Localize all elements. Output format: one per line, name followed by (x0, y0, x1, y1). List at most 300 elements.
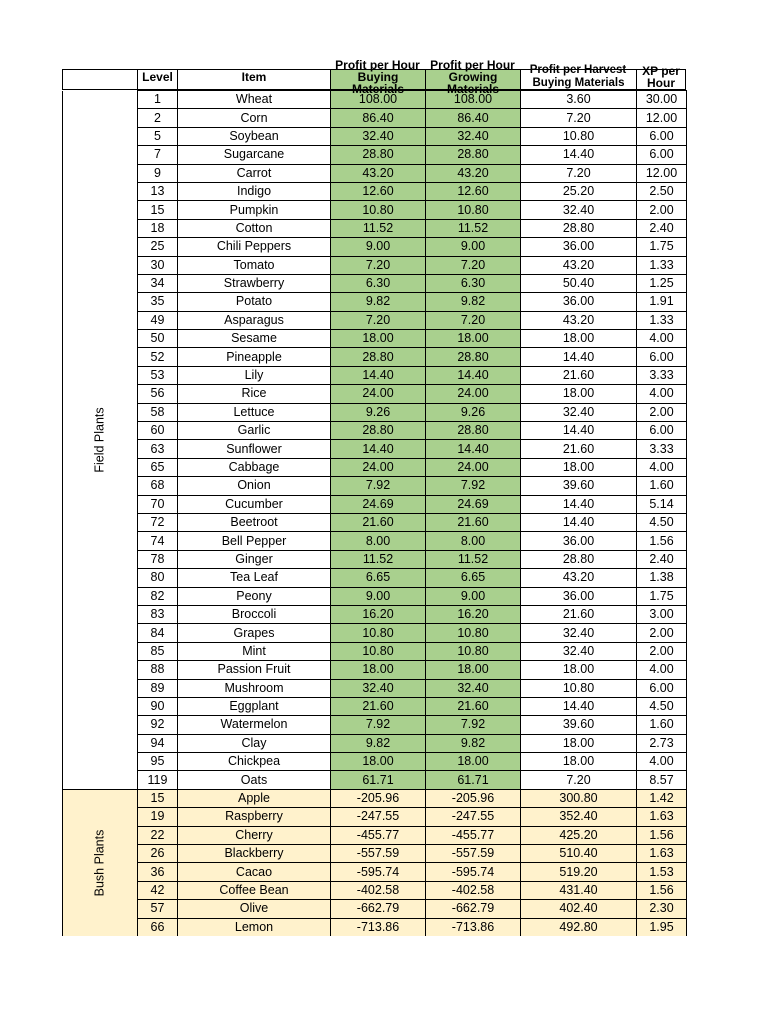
profit-buy-cell[interactable]: 86.40 (331, 109, 426, 127)
item-cell[interactable]: Cabbage (178, 458, 331, 476)
profit-buy-cell[interactable]: 61.71 (331, 771, 426, 789)
harvest-cell[interactable]: 43.20 (521, 256, 637, 274)
table-row (63, 458, 687, 476)
harvest-cell[interactable]: 7.20 (521, 109, 637, 127)
xp-cell[interactable]: 1.25 (637, 274, 687, 292)
level-cell[interactable]: 90 (138, 697, 178, 715)
harvest-cell[interactable]: 43.20 (521, 569, 637, 587)
table-row (63, 661, 687, 679)
xp-cell[interactable]: 4.50 (637, 697, 687, 715)
profit-grow-cell[interactable]: 18.00 (426, 330, 521, 348)
harvest-cell[interactable]: 14.40 (521, 495, 637, 513)
xp-cell[interactable]: 1.95 (637, 918, 687, 936)
profit-buy-cell[interactable]: 24.00 (331, 385, 426, 403)
level-cell[interactable]: 74 (138, 532, 178, 550)
xp-cell[interactable]: 4.50 (637, 513, 687, 531)
xp-cell[interactable]: 4.00 (637, 330, 687, 348)
item-cell[interactable]: Passion Fruit (178, 661, 331, 679)
level-cell[interactable]: 94 (138, 734, 178, 752)
header-harvest[interactable]: Buying Materials (520, 69, 636, 90)
item-cell[interactable]: Blackberry (178, 845, 331, 863)
item-cell[interactable]: Mushroom (178, 679, 331, 697)
harvest-cell[interactable]: 14.40 (521, 513, 637, 531)
profit-grow-cell[interactable]: 24.69 (426, 495, 521, 513)
level-cell[interactable]: 60 (138, 422, 178, 440)
group-label-cell[interactable] (63, 789, 138, 936)
profit-grow-cell[interactable]: 7.20 (426, 311, 521, 329)
level-cell[interactable]: 119 (138, 771, 178, 789)
profit-grow-cell[interactable]: -662.79 (426, 900, 521, 918)
item-cell[interactable]: Asparagus (178, 311, 331, 329)
item-cell[interactable]: Corn (178, 109, 331, 127)
xp-cell[interactable]: 1.60 (637, 716, 687, 734)
xp-cell[interactable]: 2.50 (637, 182, 687, 200)
xp-cell[interactable]: 1.33 (637, 311, 687, 329)
level-cell[interactable]: 53 (138, 366, 178, 384)
harvest-cell[interactable]: 39.60 (521, 477, 637, 495)
level-cell[interactable]: 35 (138, 293, 178, 311)
item-cell[interactable]: Tomato (178, 256, 331, 274)
harvest-cell[interactable]: 18.00 (521, 385, 637, 403)
harvest-cell[interactable]: 18.00 (521, 734, 637, 752)
level-cell[interactable]: 25 (138, 238, 178, 256)
profit-grow-cell[interactable]: 14.40 (426, 440, 521, 458)
item-cell[interactable]: Soybean (178, 127, 331, 145)
harvest-cell[interactable]: 7.20 (521, 771, 637, 789)
profit-buy-cell[interactable]: 18.00 (331, 330, 426, 348)
profit-buy-cell[interactable]: 43.20 (331, 164, 426, 182)
profit-buy-cell[interactable]: 24.00 (331, 458, 426, 476)
xp-cell[interactable]: 2.40 (637, 550, 687, 568)
item-cell[interactable]: Wheat (178, 91, 331, 109)
profit-buy-cell[interactable]: 7.92 (331, 716, 426, 734)
harvest-cell[interactable]: 18.00 (521, 661, 637, 679)
harvest-cell[interactable]: 25.20 (521, 182, 637, 200)
item-cell[interactable]: Olive (178, 900, 331, 918)
profit-grow-cell[interactable]: 10.80 (426, 201, 521, 219)
xp-cell[interactable]: 1.38 (637, 569, 687, 587)
page-bottom-margin (0, 936, 768, 1024)
level-cell[interactable]: 65 (138, 458, 178, 476)
profit-buy-cell[interactable]: -402.58 (331, 881, 426, 899)
harvest-cell[interactable]: 7.20 (521, 164, 637, 182)
level-cell[interactable]: 70 (138, 495, 178, 513)
item-cell[interactable]: Clay (178, 734, 331, 752)
harvest-cell[interactable]: 14.40 (521, 697, 637, 715)
item-cell[interactable]: Chickpea (178, 753, 331, 771)
profit-buy-cell[interactable]: 32.40 (331, 127, 426, 145)
profit-grow-cell[interactable]: 21.60 (426, 697, 521, 715)
profit-buy-cell[interactable]: 28.80 (331, 348, 426, 366)
harvest-cell[interactable]: 14.40 (521, 146, 637, 164)
profit-buy-cell[interactable]: -595.74 (331, 863, 426, 881)
header-profit-buy[interactable]: Buying Materials (330, 69, 425, 90)
xp-cell[interactable]: 1.42 (637, 789, 687, 807)
group-label: Bush Plants (92, 829, 107, 897)
table-row (63, 826, 687, 844)
harvest-cell[interactable]: 39.60 (521, 716, 637, 734)
profit-grow-cell[interactable]: 10.80 (426, 624, 521, 642)
level-cell[interactable]: 36 (138, 863, 178, 881)
harvest-cell[interactable]: 352.40 (521, 808, 637, 826)
profit-grow-cell[interactable]: 18.00 (426, 753, 521, 771)
xp-cell[interactable]: 2.00 (637, 624, 687, 642)
profit-buy-cell[interactable]: 28.80 (331, 422, 426, 440)
profit-grow-cell[interactable]: -557.59 (426, 845, 521, 863)
level-cell[interactable]: 58 (138, 403, 178, 421)
level-cell[interactable]: 30 (138, 256, 178, 274)
harvest-cell[interactable]: 402.40 (521, 900, 637, 918)
table-row (63, 789, 687, 807)
profit-grow-cell[interactable]: 9.82 (426, 734, 521, 752)
level-cell[interactable]: 92 (138, 716, 178, 734)
level-cell[interactable]: 72 (138, 513, 178, 531)
level-cell[interactable]: 68 (138, 477, 178, 495)
profit-grow-cell[interactable]: -595.74 (426, 863, 521, 881)
item-cell[interactable]: Strawberry (178, 274, 331, 292)
profit-buy-cell[interactable]: 7.20 (331, 311, 426, 329)
level-cell[interactable]: 49 (138, 311, 178, 329)
profit-buy-cell[interactable]: 11.52 (331, 219, 426, 237)
item-cell[interactable]: Sugarcane (178, 146, 331, 164)
table-row (63, 164, 687, 182)
profit-buy-cell[interactable]: 9.26 (331, 403, 426, 421)
level-cell[interactable]: 78 (138, 550, 178, 568)
profit-buy-cell[interactable]: 11.52 (331, 550, 426, 568)
harvest-cell[interactable]: 43.20 (521, 311, 637, 329)
harvest-cell[interactable]: 510.40 (521, 845, 637, 863)
profit-buy-cell[interactable]: -205.96 (331, 789, 426, 807)
harvest-cell[interactable]: 10.80 (521, 127, 637, 145)
profit-grow-cell[interactable]: 6.30 (426, 274, 521, 292)
level-cell[interactable]: 19 (138, 808, 178, 826)
item-cell[interactable]: Chili Peppers (178, 238, 331, 256)
profit-grow-cell[interactable]: 7.92 (426, 716, 521, 734)
level-cell[interactable]: 57 (138, 900, 178, 918)
item-cell[interactable]: Lettuce (178, 403, 331, 421)
xp-cell[interactable]: 8.57 (637, 771, 687, 789)
xp-cell[interactable]: 1.75 (637, 238, 687, 256)
harvest-cell[interactable]: 300.80 (521, 789, 637, 807)
harvest-cell[interactable]: 18.00 (521, 458, 637, 476)
harvest-cell[interactable]: 21.60 (521, 440, 637, 458)
profit-grow-cell[interactable]: 9.82 (426, 293, 521, 311)
xp-cell[interactable]: 1.60 (637, 477, 687, 495)
profit-buy-cell[interactable]: 9.82 (331, 293, 426, 311)
profit-grow-cell[interactable]: 18.00 (426, 661, 521, 679)
table-row (63, 182, 687, 200)
item-cell[interactable]: Cotton (178, 219, 331, 237)
item-cell[interactable]: Eggplant (178, 697, 331, 715)
harvest-cell[interactable]: 14.40 (521, 422, 637, 440)
profit-buy-cell[interactable]: -713.86 (331, 918, 426, 936)
xp-cell[interactable]: 1.53 (637, 863, 687, 881)
header-profit-grow-top: Profit per Hour (430, 58, 515, 72)
profit-grow-cell[interactable]: 32.40 (426, 127, 521, 145)
level-cell[interactable]: 15 (138, 201, 178, 219)
profit-buy-cell[interactable]: 16.20 (331, 605, 426, 623)
harvest-cell[interactable]: 519.20 (521, 863, 637, 881)
harvest-cell[interactable]: 36.00 (521, 532, 637, 550)
level-cell[interactable]: 34 (138, 274, 178, 292)
profit-grow-cell[interactable]: 108.00 (426, 91, 521, 109)
level-cell[interactable]: 9 (138, 164, 178, 182)
item-cell[interactable]: Tea Leaf (178, 569, 331, 587)
profit-buy-cell[interactable]: 14.40 (331, 366, 426, 384)
item-cell[interactable]: Peony (178, 587, 331, 605)
profit-grow-cell[interactable]: 28.80 (426, 146, 521, 164)
profit-grow-cell[interactable]: -247.55 (426, 808, 521, 826)
level-cell[interactable]: 1 (138, 91, 178, 109)
harvest-cell[interactable]: 431.40 (521, 881, 637, 899)
profit-grow-cell[interactable]: 7.92 (426, 477, 521, 495)
profit-buy-cell[interactable]: 108.00 (331, 91, 426, 109)
profit-buy-cell[interactable]: 6.65 (331, 569, 426, 587)
item-cell[interactable]: Mint (178, 642, 331, 660)
profit-buy-cell[interactable]: 18.00 (331, 661, 426, 679)
profit-buy-cell[interactable]: 14.40 (331, 440, 426, 458)
profit-buy-cell[interactable]: 7.20 (331, 256, 426, 274)
xp-cell[interactable]: 12.00 (637, 164, 687, 182)
profit-buy-cell[interactable]: -455.77 (331, 826, 426, 844)
xp-cell[interactable]: 1.91 (637, 293, 687, 311)
level-cell[interactable]: 80 (138, 569, 178, 587)
xp-cell[interactable]: 4.00 (637, 385, 687, 403)
xp-cell[interactable]: 1.33 (637, 256, 687, 274)
group-label-cell[interactable] (63, 91, 138, 790)
profit-grow-cell[interactable]: 12.60 (426, 182, 521, 200)
xp-cell[interactable]: 6.00 (637, 127, 687, 145)
profit-grow-cell[interactable]: 16.20 (426, 605, 521, 623)
level-cell[interactable]: 88 (138, 661, 178, 679)
profit-grow-cell[interactable]: -205.96 (426, 789, 521, 807)
header-xp[interactable]: Hour (636, 69, 686, 90)
profit-buy-cell[interactable]: 10.80 (331, 642, 426, 660)
item-cell[interactable]: Broccoli (178, 605, 331, 623)
xp-cell[interactable]: 1.63 (637, 845, 687, 863)
level-cell[interactable]: 13 (138, 182, 178, 200)
level-cell[interactable]: 26 (138, 845, 178, 863)
profit-grow-cell[interactable]: 28.80 (426, 422, 521, 440)
header-level[interactable]: Level (137, 69, 177, 90)
profit-grow-cell[interactable]: 11.52 (426, 219, 521, 237)
profit-grow-cell[interactable]: 24.00 (426, 458, 521, 476)
xp-cell[interactable]: 1.56 (637, 532, 687, 550)
profit-buy-cell[interactable]: 9.82 (331, 734, 426, 752)
profit-buy-cell[interactable]: 8.00 (331, 532, 426, 550)
xp-cell[interactable]: 6.00 (637, 348, 687, 366)
profit-buy-cell[interactable]: -247.55 (331, 808, 426, 826)
xp-cell[interactable]: 2.73 (637, 734, 687, 752)
xp-cell[interactable]: 1.75 (637, 587, 687, 605)
item-cell[interactable]: Raspberry (178, 808, 331, 826)
profit-grow-cell[interactable]: 32.40 (426, 679, 521, 697)
profit-grow-cell[interactable]: 8.00 (426, 532, 521, 550)
harvest-cell[interactable]: 32.40 (521, 403, 637, 421)
level-cell[interactable]: 50 (138, 330, 178, 348)
item-cell[interactable]: Pineapple (178, 348, 331, 366)
item-cell[interactable]: Potato (178, 293, 331, 311)
item-cell[interactable]: Apple (178, 789, 331, 807)
xp-cell[interactable]: 6.00 (637, 422, 687, 440)
level-cell[interactable]: 56 (138, 385, 178, 403)
level-cell[interactable]: 15 (138, 789, 178, 807)
item-cell[interactable]: Coffee Bean (178, 881, 331, 899)
header-group-cell[interactable] (62, 69, 137, 90)
xp-cell[interactable]: 3.00 (637, 605, 687, 623)
table-row (63, 918, 687, 936)
xp-cell[interactable]: 3.33 (637, 440, 687, 458)
level-cell[interactable]: 2 (138, 109, 178, 127)
table-row (63, 734, 687, 752)
harvest-cell[interactable]: 425.20 (521, 826, 637, 844)
profit-grow-cell[interactable]: 11.52 (426, 550, 521, 568)
harvest-cell[interactable]: 36.00 (521, 293, 637, 311)
profit-buy-cell[interactable]: 10.80 (331, 201, 426, 219)
level-cell[interactable]: 82 (138, 587, 178, 605)
item-cell[interactable]: Lily (178, 366, 331, 384)
xp-cell[interactable]: 2.30 (637, 900, 687, 918)
xp-cell[interactable]: 4.00 (637, 458, 687, 476)
item-cell[interactable]: Carrot (178, 164, 331, 182)
header-item[interactable]: Item (177, 69, 330, 90)
harvest-cell[interactable]: 18.00 (521, 753, 637, 771)
level-cell[interactable]: 42 (138, 881, 178, 899)
profit-grow-cell[interactable]: -455.77 (426, 826, 521, 844)
harvest-cell[interactable]: 21.60 (521, 366, 637, 384)
item-cell[interactable]: Pumpkin (178, 201, 331, 219)
item-cell[interactable]: Cacao (178, 863, 331, 881)
table-row (63, 403, 687, 421)
level-cell[interactable]: 84 (138, 624, 178, 642)
xp-cell[interactable]: 6.00 (637, 146, 687, 164)
profit-grow-cell[interactable]: 61.71 (426, 771, 521, 789)
header-row (62, 58, 686, 96)
item-cell[interactable]: Oats (178, 771, 331, 789)
profit-buy-cell[interactable]: 12.60 (331, 182, 426, 200)
harvest-cell[interactable]: 14.40 (521, 348, 637, 366)
level-cell[interactable]: 5 (138, 127, 178, 145)
xp-cell[interactable]: 2.00 (637, 642, 687, 660)
table-row (63, 219, 687, 237)
item-cell[interactable]: Watermelon (178, 716, 331, 734)
harvest-cell[interactable]: 10.80 (521, 679, 637, 697)
profit-buy-cell[interactable]: -662.79 (331, 900, 426, 918)
profit-grow-cell[interactable]: 6.65 (426, 569, 521, 587)
profit-buy-cell[interactable]: 6.30 (331, 274, 426, 292)
profit-grow-cell[interactable]: -402.58 (426, 881, 521, 899)
harvest-cell[interactable]: 32.40 (521, 201, 637, 219)
harvest-cell[interactable]: 32.40 (521, 642, 637, 660)
header-profit-grow[interactable]: Growing Materials (425, 69, 520, 90)
xp-cell[interactable]: 1.63 (637, 808, 687, 826)
profit-buy-cell[interactable]: 32.40 (331, 679, 426, 697)
profit-grow-cell[interactable]: 10.80 (426, 642, 521, 660)
profit-grow-cell[interactable]: 28.80 (426, 348, 521, 366)
xp-cell[interactable]: 2.40 (637, 219, 687, 237)
item-cell[interactable]: Ginger (178, 550, 331, 568)
profit-buy-cell[interactable]: 9.00 (331, 238, 426, 256)
harvest-cell[interactable]: 32.40 (521, 624, 637, 642)
profit-buy-cell[interactable]: 18.00 (331, 753, 426, 771)
level-cell[interactable]: 18 (138, 219, 178, 237)
xp-cell[interactable]: 6.00 (637, 679, 687, 697)
item-cell[interactable]: Garlic (178, 422, 331, 440)
harvest-cell[interactable]: 3.60 (521, 91, 637, 109)
xp-cell[interactable]: 2.00 (637, 403, 687, 421)
level-cell[interactable]: 66 (138, 918, 178, 936)
harvest-cell[interactable]: 36.00 (521, 587, 637, 605)
item-cell[interactable]: Rice (178, 385, 331, 403)
profit-buy-cell[interactable]: 21.60 (331, 697, 426, 715)
xp-cell[interactable]: 1.56 (637, 881, 687, 899)
item-cell[interactable]: Sesame (178, 330, 331, 348)
level-cell[interactable]: 7 (138, 146, 178, 164)
xp-cell[interactable]: 4.00 (637, 661, 687, 679)
harvest-cell[interactable]: 36.00 (521, 238, 637, 256)
harvest-cell[interactable]: 50.40 (521, 274, 637, 292)
level-cell[interactable]: 85 (138, 642, 178, 660)
xp-cell[interactable]: 1.56 (637, 826, 687, 844)
profit-buy-cell[interactable]: 7.92 (331, 477, 426, 495)
profit-grow-cell[interactable]: 43.20 (426, 164, 521, 182)
xp-cell[interactable]: 5.14 (637, 495, 687, 513)
harvest-cell[interactable]: 18.00 (521, 330, 637, 348)
xp-cell[interactable]: 3.33 (637, 366, 687, 384)
profit-grow-cell[interactable]: 86.40 (426, 109, 521, 127)
item-cell[interactable]: Grapes (178, 624, 331, 642)
profit-buy-cell[interactable]: 21.60 (331, 513, 426, 531)
item-cell[interactable]: Lemon (178, 918, 331, 936)
item-cell[interactable]: Cherry (178, 826, 331, 844)
item-cell[interactable]: Indigo (178, 182, 331, 200)
profit-buy-cell[interactable]: 10.80 (331, 624, 426, 642)
profit-grow-cell[interactable]: 14.40 (426, 366, 521, 384)
harvest-cell[interactable]: 21.60 (521, 605, 637, 623)
profit-grow-cell[interactable]: 9.00 (426, 587, 521, 605)
profit-grow-cell[interactable]: 21.60 (426, 513, 521, 531)
item-cell[interactable]: Beetroot (178, 513, 331, 531)
level-cell[interactable]: 63 (138, 440, 178, 458)
item-cell[interactable]: Cucumber (178, 495, 331, 513)
level-cell[interactable]: 95 (138, 753, 178, 771)
harvest-cell[interactable]: 28.80 (521, 550, 637, 568)
level-cell[interactable]: 22 (138, 826, 178, 844)
profit-grow-cell[interactable]: -713.86 (426, 918, 521, 936)
profit-buy-cell[interactable]: 24.69 (331, 495, 426, 513)
profit-buy-cell[interactable]: -557.59 (331, 845, 426, 863)
profit-grow-cell[interactable]: 9.00 (426, 238, 521, 256)
xp-cell[interactable]: 30.00 (637, 91, 687, 109)
level-cell[interactable]: 52 (138, 348, 178, 366)
harvest-cell[interactable]: 492.80 (521, 918, 637, 936)
level-cell[interactable]: 89 (138, 679, 178, 697)
item-cell[interactable]: Onion (178, 477, 331, 495)
xp-cell[interactable]: 12.00 (637, 109, 687, 127)
xp-cell[interactable]: 4.00 (637, 753, 687, 771)
xp-cell[interactable]: 2.00 (637, 201, 687, 219)
item-cell[interactable]: Bell Pepper (178, 532, 331, 550)
profit-grow-cell[interactable]: 9.26 (426, 403, 521, 421)
profit-buy-cell[interactable]: 9.00 (331, 587, 426, 605)
profit-buy-cell[interactable]: 28.80 (331, 146, 426, 164)
profit-grow-cell[interactable]: 24.00 (426, 385, 521, 403)
harvest-cell[interactable]: 28.80 (521, 219, 637, 237)
level-cell[interactable]: 83 (138, 605, 178, 623)
table-row (63, 330, 687, 348)
profit-grow-cell[interactable]: 7.20 (426, 256, 521, 274)
item-cell[interactable]: Sunflower (178, 440, 331, 458)
